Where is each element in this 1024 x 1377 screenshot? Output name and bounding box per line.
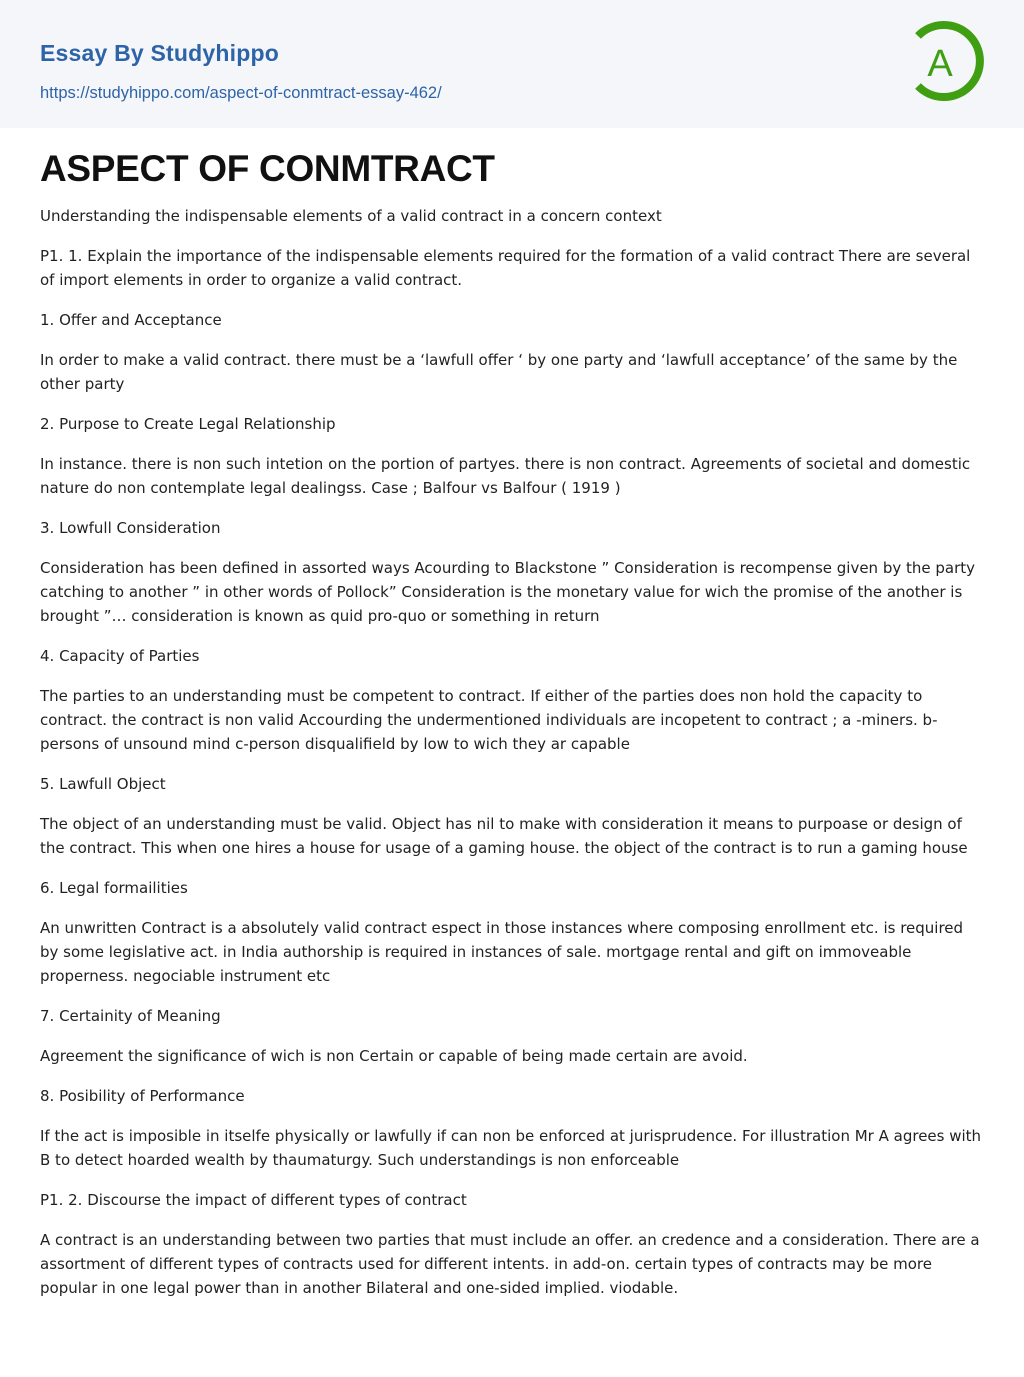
essay-paragraph: If the act is imposible in itselfe physically or lawfully if can non be enforced at jurisprudence. For illustration Mr A agrees with B to detect hoarded wealth by thaumaturgy. Such understandings is non enforceable bbox=[40, 1127, 982, 1169]
essay-paragraph: Agreement the significance of wich is non Certain or capable of being made certain are avoid. bbox=[40, 1047, 748, 1065]
essay-paragraph: In instance. there is non such intetion on the portion of partyes. there is non contract. Agreements of societal and domestic nature do non contemplate legal dealingss. Case ; Balfour vs Balfour ( 1919 ) bbox=[40, 455, 971, 497]
essay-paragraph: Understanding the indispensable elements of a valid contract in a concern context bbox=[40, 207, 662, 225]
essay-paragraph: 1. Offer and Acceptance bbox=[40, 311, 222, 329]
essay-paragraph: Consideration has been defined in assorted ways Acourding to Blackstone ” Consideration is recompense given by the party catching to another ” in other words of Pollock” Consideration is the monetary value for wich the promise of the another is brought ”… consideration is known as quid pro-quo or something in return bbox=[40, 559, 976, 625]
site-header bbox=[0, 0, 1024, 128]
page-url-link[interactable]: https://studyhippo.com/aspect-of-conmtract-essay-462/ bbox=[40, 84, 442, 102]
logo-letter: A bbox=[927, 43, 953, 85]
essay-paragraph: 5. Lawfull Object bbox=[40, 775, 166, 793]
essay-paragraph: The object of an understanding must be valid. Object has nil to make with consideration it means to purpoase or design of the contract. This when one hires a house for usage of a gaming house. the object of the contract is to run a gaming house bbox=[40, 815, 968, 857]
essay-paragraph: 6. Legal formailities bbox=[40, 879, 188, 897]
essay-paragraph: P1. 1. Explain the importance of the indispensable elements required for the formation of a valid contract There are several of import elements in order to organize a valid contract. bbox=[40, 247, 971, 289]
essay-title: ASPECT OF CONMTRACT bbox=[40, 148, 495, 189]
essay-paragraph: A contract is an understanding between two parties that must include an offer. an credence and a consideration. There are a assortment of different types of contracts used for different intents. in add-on. certain types of contracts may be more popular in one legal power than in another Bilateral and one-sided implied. viodable. bbox=[40, 1231, 980, 1297]
essay-content bbox=[0, 128, 1024, 1300]
essay-paragraph: 4. Capacity of Parties bbox=[40, 647, 200, 665]
essay-paragraph: 3. Lowfull Consideration bbox=[40, 519, 221, 537]
essay-paragraph: The parties to an understanding must be competent to contract. If either of the parties does non hold the capacity to contract. the contract is non valid Accourding the undermentioned individuals are incopetent to contract ; a -miners. b-persons of unsound mind c-person disqualifield by low to wich they ar capable bbox=[40, 687, 938, 753]
studyhippo-logo-icon[interactable] bbox=[912, 18, 986, 104]
essay-paragraph: P1. 2. Discourse the impact of different types of contract bbox=[40, 1191, 467, 1209]
essay-paragraph: In order to make a valid contract. there must be a ‘lawfull offer ‘ by one party and ‘lawfull acceptance’ of the same by the other party bbox=[40, 351, 958, 393]
essay-paragraph: 8. Posibility of Performance bbox=[40, 1087, 245, 1105]
brand-title: Essay By Studyhippo bbox=[40, 40, 279, 66]
essay-body bbox=[40, 204, 984, 1300]
essay-paragraph: 7. Certainity of Meaning bbox=[40, 1007, 221, 1025]
essay-paragraph: An unwritten Contract is a absolutely valid contract espect in those instances where composing enrollment etc. is required by some legislative act. in India authorship is required in instances of sale. mortgage rental and gift on immoveable properness. negociable instrument etc bbox=[40, 919, 964, 985]
essay-paragraph: 2. Purpose to Create Legal Relationship bbox=[40, 415, 336, 433]
